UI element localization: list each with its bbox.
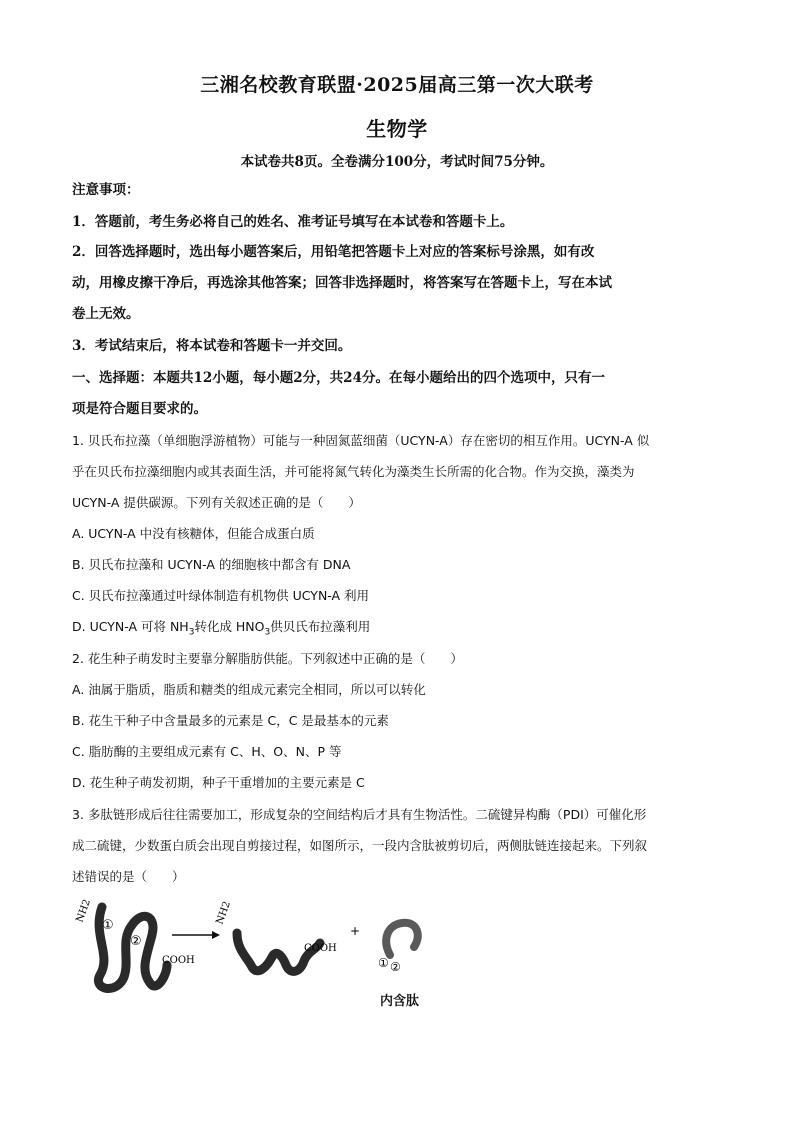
question-2-option-c: C. 脂肪酶的主要组成元素有 C、H、O、N、P 等 [72, 744, 342, 759]
section-heading-line-1: 一、选择题：本题共12小题，每小题2分，共24分。在每小题给出的四个选项中，只有一 [72, 370, 605, 386]
option-d-subscript-2: 3 [264, 627, 271, 638]
plus-sign: + [350, 924, 361, 938]
notice-item-3: 3．考试结束后，将本试卷和答题卡一并交回。 [72, 338, 352, 354]
notice-heading: 注意事项： [72, 182, 140, 198]
circle-1-label: ① [102, 918, 114, 933]
circle-2-label: ② [130, 934, 142, 949]
question-3-line-3: 述错误的是（ ） [72, 869, 185, 884]
notice-item-2-line-1: 2．回答选择题时，选出每小题答案后，用铅笔把答题卡上对应的答案标号涂黑，如有改 [72, 244, 595, 260]
question-1-option-a: A. UCYN-A 中没有核糖体，但能合成蛋白质 [72, 526, 315, 541]
option-d-text-1: D. UCYN-A 可将 NH [72, 619, 189, 634]
nh2-left-label: NH2 [74, 897, 93, 925]
cooh-left-label: COOH [162, 955, 195, 966]
question-2-stem: 2. 花生种子萌发时主要靠分解脂肪供能。下列叙述中正确的是（ ） [72, 651, 463, 666]
question-3-line-1: 3. 多肽链形成后往往需要加工，形成复杂的空间结构后才具有生物活性。二硫键异构酶（PDI）可催化形 [72, 807, 647, 822]
nh2-right-label: NH2 [214, 899, 233, 927]
intein-loop [386, 923, 418, 955]
question-3-line-2: 成二硫键，少数蛋白质会出现自剪接过程，如图所示，一段内含肽被剪切后，两侧肽链连接起来。下列叙 [72, 838, 648, 853]
question-1-option-d [72, 617, 722, 643]
question-1-line-3: UCYN-A 提供碳源。下列有关叙述正确的是（ ） [72, 495, 361, 510]
option-d-subscript-1: 3 [188, 627, 195, 638]
intein-caption: 内含肽 [380, 994, 420, 1009]
subject-title: 生物学 [366, 117, 428, 141]
question-1-option-c: C. 贝氏布拉藻通过叶绿体制造有机物供 UCYN-A 利用 [72, 588, 370, 603]
option-d-text-3: 供贝氏布拉藻利用 [270, 619, 371, 634]
option-d-text-2: 转化成 HNO [194, 619, 265, 634]
notice-item-2-line-2: 动，用橡皮擦干净后，再选涂其他答案；回答非选择题时，将答案写在答题卡上，写在本试 [72, 275, 612, 291]
question-1-option-b: B. 贝氏布拉藻和 UCYN-A 的细胞核中都含有 DNA [72, 557, 351, 572]
circle-1b-label: ① [378, 956, 389, 970]
arrow-head [212, 931, 220, 939]
question-1-line-1: 1. 贝氏布拉藻（单细胞浮游植物）可能与一种固氮蓝细菌（UCYN-A）存在密切的相互作用。UCYN-A 似 [72, 433, 650, 448]
exam-info: 本试卷共8页。全卷满分100分，考试时间75分钟。 [240, 154, 554, 170]
notice-item-1: 1．答题前，考生务必将自己的姓名、准考证号填写在本试卷和答题卡上。 [72, 214, 514, 230]
cooh-right-label: COOH [304, 943, 337, 954]
notice-item-2-line-3: 卷上无效。 [72, 306, 140, 322]
question-2-option-b: B. 花生干种子中含量最多的元素是 C，C 是最基本的元素 [72, 713, 389, 728]
section-heading-line-2: 项是符合题目要求的。 [72, 401, 207, 417]
exam-title: 三湘名校教育联盟·2025届高三第一次大联考 [200, 74, 594, 96]
question-2-option-d: D. 花生种子萌发初期，种子干重增加的主要元素是 C [72, 775, 365, 790]
question-2-option-a: A. 油属于脂质，脂质和糖类的组成元素完全相同，所以可以转化 [72, 682, 426, 697]
circle-2b-label: ② [390, 960, 401, 974]
question-1-line-2: 乎在贝氏布拉藻细胞内或其表面生活，并可能将氮气转化为藻类生长所需的化合物。作为交换，藻类为 [72, 464, 635, 479]
